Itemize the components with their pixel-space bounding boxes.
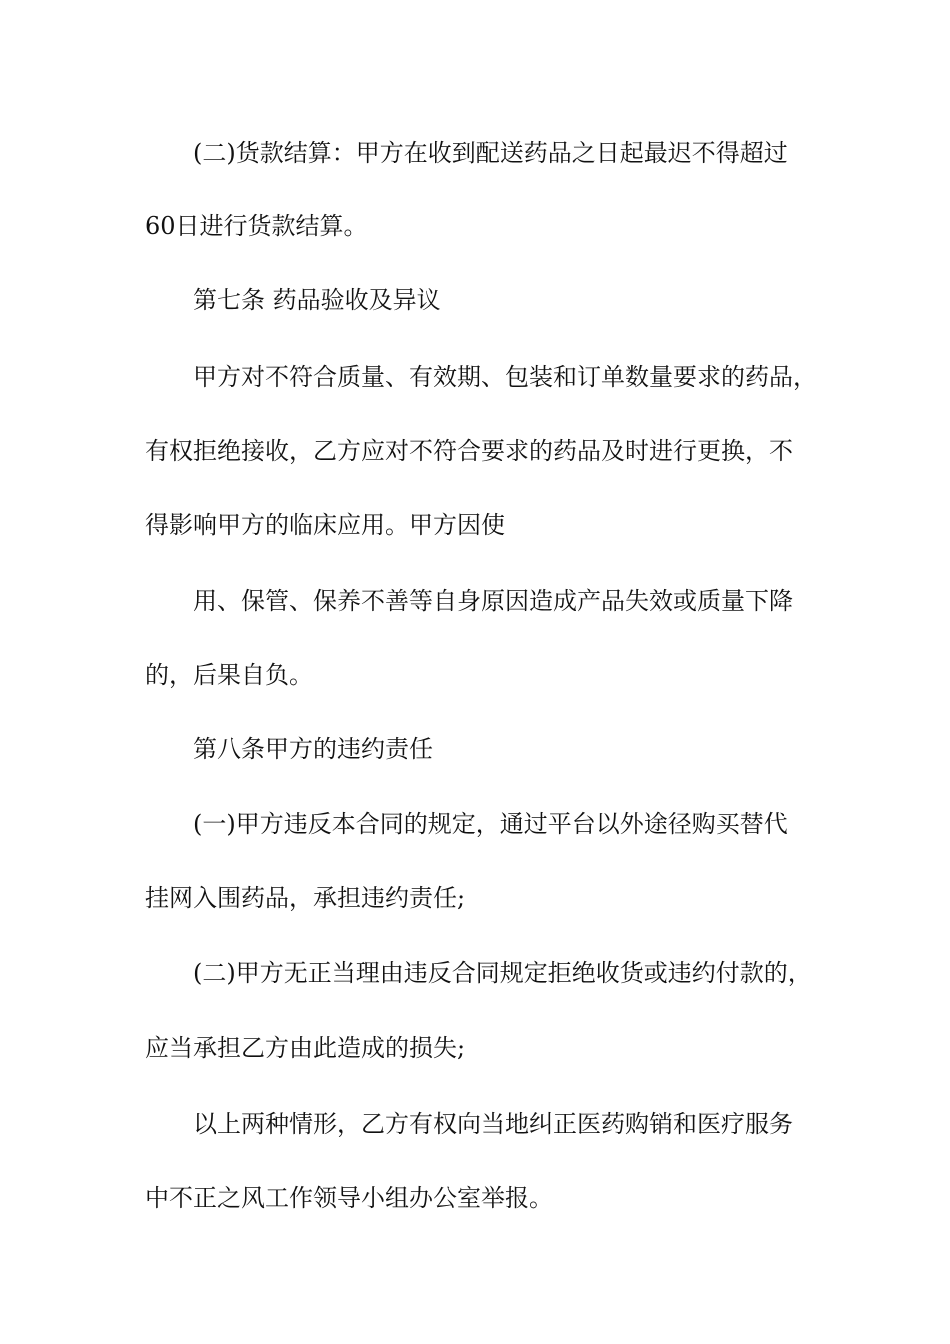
paragraph-line: 用、保管、保养不善等自身原因造成产品失效或质量下降 <box>193 587 793 615</box>
section-heading: 第八条甲方的违约责任 <box>193 735 433 763</box>
paragraph-line: 中不正之风工作领导小组办公室举报。 <box>145 1184 553 1212</box>
paragraph-line: 得影响甲方的临床应用。甲方因使 <box>145 511 505 539</box>
paragraph-line: 应当承担乙方由此造成的损失; <box>145 1034 466 1062</box>
paragraph-line: 甲方对不符合质量、有效期、包装和订单数量要求的药品， <box>193 363 817 391</box>
paragraph-line: 60日进行货款结算。 <box>145 212 368 240</box>
section-heading: 第七条 药品验收及异议 <box>193 286 441 314</box>
paragraph-line: 的，后果自负。 <box>145 661 313 689</box>
paragraph-line: (二)甲方无正当理由违反合同规定拒绝收货或违约付款的， <box>193 959 812 987</box>
paragraph-line: (一)甲方违反本合同的规定，通过平台以外途径购买替代 <box>193 810 788 838</box>
paragraph-line: 挂网入围药品，承担违约责任; <box>145 884 466 912</box>
paragraph-line: 以上两种情形，乙方有权向当地纠正医药购销和医疗服务 <box>193 1110 793 1138</box>
paragraph-line: (二)货款结算：甲方在收到配送药品之日起最迟不得超过 <box>193 139 788 167</box>
paragraph-line: 有权拒绝接收，乙方应对不符合要求的药品及时进行更换，不 <box>145 437 793 465</box>
